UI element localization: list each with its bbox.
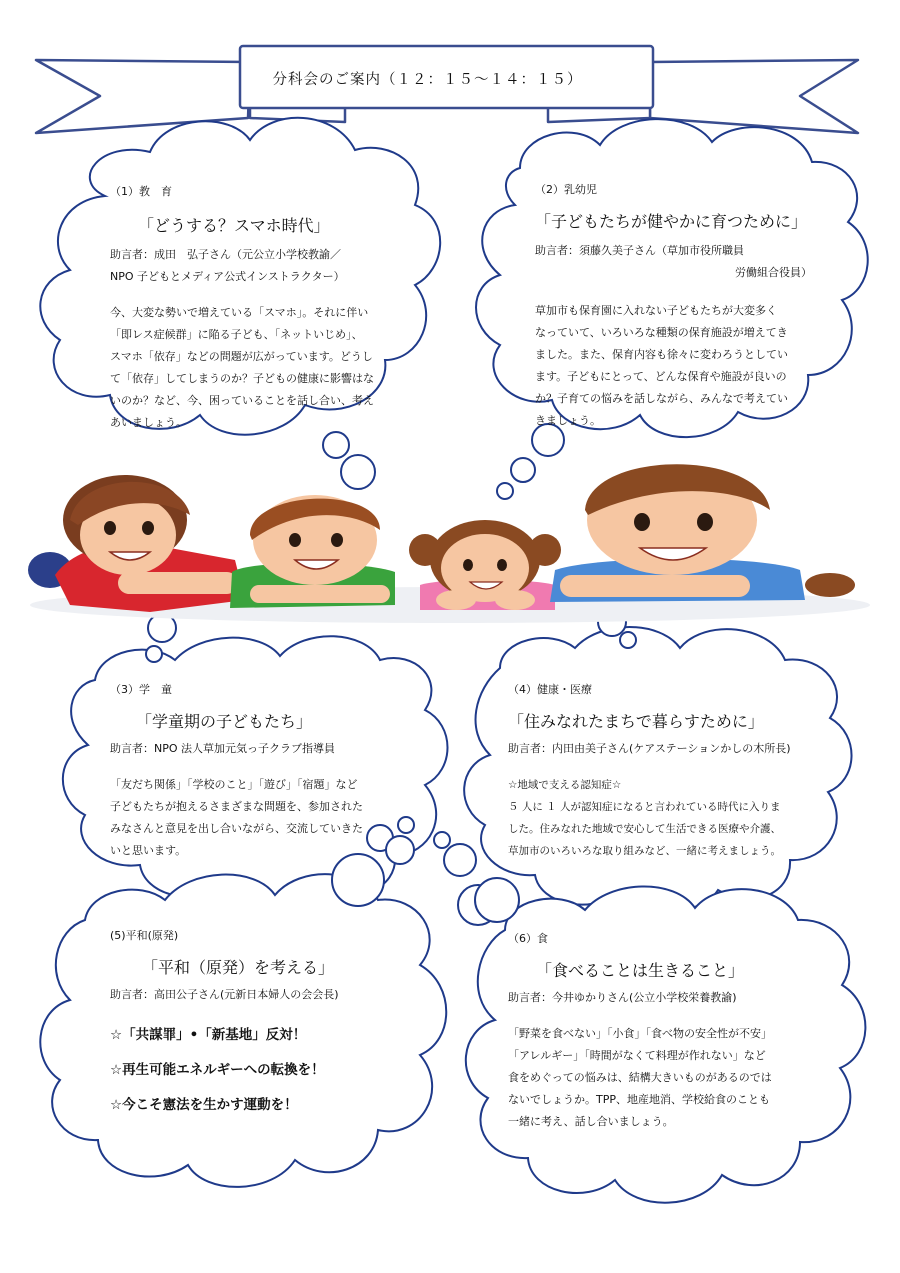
- description-line: か？子育ての悩みを話しながら、みんなで考えてい: [535, 392, 788, 405]
- advisor-line: NPO 子どもとメディア公式インストラクター）: [110, 270, 345, 283]
- description-line: 「友だち関係」「学校のこと」「遊び」「宿題」など: [110, 778, 358, 791]
- section-label: （3）学 童: [110, 683, 172, 696]
- advisor-text: [508, 987, 798, 1009]
- session-food: [508, 930, 798, 1133]
- session-title: 「どうする？スマホ時代」: [138, 216, 330, 235]
- advisor-line: 助言者：内田由美子さん(ケアステーションかしの木所長): [508, 742, 791, 755]
- description-line: 今、大変な勢いで増えている「スマホ」。それに伴い: [110, 306, 369, 319]
- description-line: あいましょう。: [110, 416, 187, 429]
- description-line: 草加市も保育園に入れない子どもたちが大変多く: [535, 304, 777, 317]
- slogan-line: ☆再生可能エネルギーへの転換を！: [110, 1062, 325, 1078]
- banner-title: 分科会のご案内（１２：１５〜１４：１５）: [272, 72, 583, 88]
- description-line: て「依存」してしまうのか？子どもの健康に影響はな: [110, 372, 374, 385]
- advisor-text: [110, 984, 400, 1006]
- description-line: 一緒に考え、話し合いましょう。: [508, 1115, 674, 1128]
- advisor-line: 助言者：今井ゆかりさん(公立小学校栄養教諭): [508, 991, 737, 1004]
- session-infants: [535, 181, 820, 432]
- session-peace: [110, 927, 400, 1123]
- advisor-text: [110, 244, 400, 288]
- advisor-text: [508, 738, 813, 760]
- description-line: ☆地域で支える認知症☆: [508, 779, 622, 791]
- session-title: 「学童期の子どもたち」: [136, 712, 313, 731]
- advisor-text: [535, 240, 820, 284]
- description-line: 「野菜を食べない」「小食」「食べ物の安全性が不安」: [508, 1027, 772, 1040]
- slogan-line: ☆今こそ憲法を生かす運動を！: [110, 1097, 298, 1113]
- description-line: みなさんと意見を出し合いながら、交流していきた: [110, 822, 363, 835]
- description-line: ます。子どもにとって、どんな保育や施設が良いの: [535, 370, 787, 383]
- description-line: ５ 人に １ 人が認知症になると言われている時代に入りま: [508, 801, 781, 813]
- description-line: 食をめぐっての悩みは、結構大きいものがあるのでは: [508, 1071, 772, 1084]
- description-line: 「アレルギー」「時間がなくて料理が作れない」など: [508, 1049, 766, 1062]
- section-label: （1）教 育: [110, 185, 172, 198]
- boy-figure: [230, 495, 395, 608]
- advisor-line: 助言者：高田公子さん(元新日本婦人の会会長): [110, 988, 339, 1001]
- description-line: きましょう。: [535, 414, 601, 427]
- section-label: （2）乳幼児: [535, 183, 597, 196]
- session-title: 「住みなれたまちで暮らすために」: [508, 712, 764, 731]
- description-line: なっていて、いろいろな種類の保育施設が増えてき: [535, 326, 788, 339]
- session-education: [110, 183, 400, 434]
- advisor-line: 助言者：成田 弘子さん（元公立小学校教諭／: [110, 248, 341, 261]
- slogan-line: ☆「共謀罪」•「新基地」反対！: [110, 1027, 307, 1043]
- description-line: 草加市のいろいろな取り組みなど、一緒に考えましょう。: [508, 845, 781, 857]
- session-school-age: [110, 681, 400, 862]
- description-line: した。住みなれた地域で安心して生活できる医療や介護、: [508, 823, 781, 835]
- session-description: [508, 1023, 798, 1133]
- session-description: [110, 1018, 400, 1123]
- mother-figure: [28, 475, 245, 612]
- girl-figure: [409, 520, 561, 610]
- section-label: （6）食: [508, 932, 548, 945]
- session-health: [508, 681, 813, 862]
- family-illustration: [28, 464, 870, 623]
- advisor-text: [110, 738, 400, 760]
- description-line: 「即レス症候群」に陥る子ども、「ネットいじめ」、: [110, 328, 363, 341]
- description-line: 子どもたちが抱えるさまざまな問題を、参加された: [110, 800, 363, 813]
- session-title: 「子どもたちが健やかに育つために」: [535, 212, 808, 231]
- session-description: [110, 774, 400, 862]
- session-description: [110, 302, 400, 434]
- description-line: スマホ「依存」などの問題が広がっています。どうし: [110, 350, 373, 363]
- father-figure: [550, 464, 855, 602]
- description-line: ないでしょうか。TPP、地産地消、学校給食のことも: [508, 1093, 770, 1106]
- section-label: (5)平和(原発): [110, 929, 179, 942]
- title-ribbon-banner: [36, 46, 858, 133]
- advisor-line: 助言者：須藤久美子さん（草加市役所職員: [535, 244, 744, 257]
- description-line: いと思います。: [110, 844, 187, 857]
- session-title: 「食べることは生きること」: [536, 961, 745, 980]
- session-description: [535, 300, 820, 432]
- session-title: 「平和（原発）を考える」: [142, 958, 335, 977]
- description-line: いのか？など、今、困っていることを話し合い、考え: [110, 394, 374, 407]
- advisor-line: 助言者：NPO 法人草加元気っ子クラブ指導員: [110, 742, 336, 755]
- advisor-line: 労働組合役員）: [735, 266, 812, 279]
- description-line: ました。また、保育内容も徐々に変わろうとしてい: [535, 348, 788, 361]
- section-label: （4）健康・医療: [508, 683, 592, 696]
- session-description: [508, 774, 813, 862]
